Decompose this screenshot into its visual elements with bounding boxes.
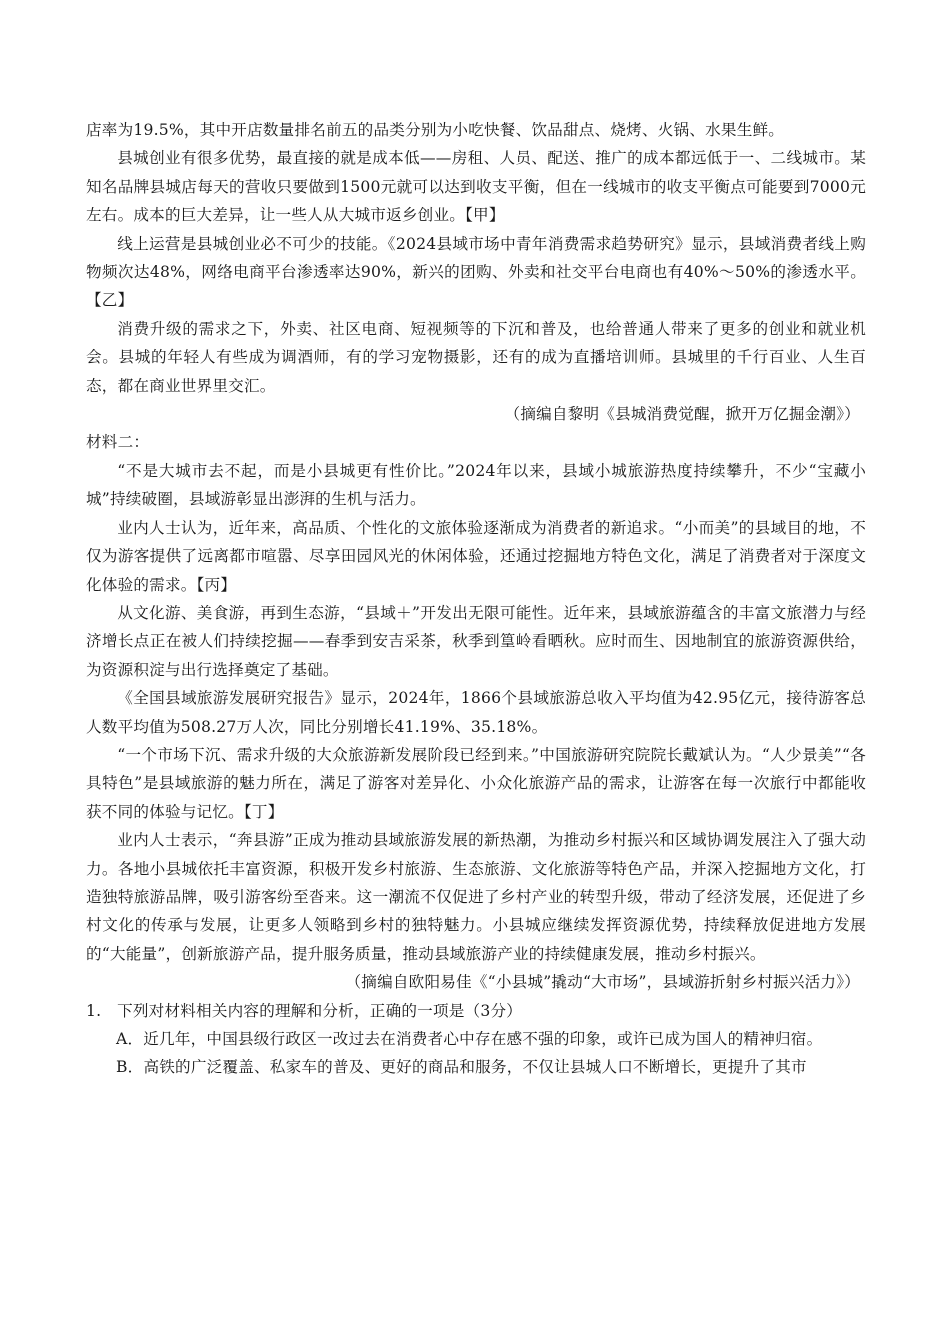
material2-label: 材料二： <box>86 433 150 452</box>
question-1-option-a: A．近几年，中国县级行政区一改过去在消费者心中存在感不强的印象，或许已成为国人的精神归宿。 <box>116 1030 823 1048</box>
question-1-stem: 1. 下列对材料相关内容的理解和分析，正确的一项是（3分） <box>86 1001 523 1020</box>
material1-paragraph-4: 消费升级的需求之下，外卖、社区电商、短视频等的下沉和普及，也给普通人带来了更多的创业和就业机会。县城的年轻人有些成为调酒师，有的学习宠物摄影，还有的成为直播培训师。县城里的千行百业、人生百态，都在商业世界里交汇。 <box>86 319 866 395</box>
material2-paragraph-2: 业内人士认为，近年来，高品质、个性化的文旅体验逐渐成为消费者的新追求。“小而美”的县域目的地，不仅为游客提供了远离都市喧嚣、尽享田园风光的休闲体验，还通过挖掘地方特色文化，满足了消费者对于深度文化体验的需求。【丙】 <box>86 518 866 594</box>
document-page <box>86 116 866 1082</box>
material1-paragraph-1: 店率为19.5%，其中开店数量排名前五的品类分别为小吃快餐、饮品甜点、烧烤、火锅、水果生鲜。 <box>86 121 785 139</box>
material2-paragraph-1: “不是大城市去不起，而是小县城更有性价比。”2024年以来，县域小城旅游热度持续攀升，不少“宝藏小城”持续破圈，县域游彰显出澎湃的生机与活力。 <box>86 461 866 509</box>
material2-paragraph-5: “一个市场下沉、需求升级的大众旅游新发展阶段已经到来。”中国旅游研究院院长戴斌认为。“人少景美”“各具特色”是县域旅游的魅力所在，满足了游客对差异化、小众化旅游产品的需求，让游客在每一次旅行中都能收获不同的体验与记忆。【丁】 <box>86 745 866 821</box>
material2-paragraph-3: 从文化游、美食游，再到生态游，“县域＋”开发出无限可能性。近年来，县域旅游蕴含的丰富文旅潜力与经济增长点正在被人们持续挖掘——春季到安吉采茶，秋季到篁岭看晒秋。应时而生、因地制宜的旅游资源供给，为资源积淀与出行选择奠定了基础。 <box>86 603 866 679</box>
material2-paragraph-4: 《全国县域旅游发展研究报告》显示，2024年，1866个县域旅游总收入平均值为42.95亿元，接待游客总人数平均值为508.27万人次，同比分别增长41.19%、35.18%。 <box>86 689 866 736</box>
material1-paragraph-3: 线上运营是县城创业必不可少的技能。《2024县域市场中青年消费需求趋势研究》显示，县域消费者线上购物频次达48%，网络电商平台渗透率达90%，新兴的团购、外卖和社交平台电商也有40%～50%的渗透水平。【乙】 <box>86 234 866 310</box>
material1-paragraph-2: 县城创业有很多优势，最直接的就是成本低——房租、人员、配送、推广的成本都远低于一、二线城市。某知名品牌县城店每天的营收只要做到1500元就可以达到收支平衡，但在一线城市的收支平衡点可能要到7000元左右。成本的巨大差异，让一些人从大城市返乡创业。【甲】 <box>86 149 866 225</box>
question-1-option-b: B．高铁的广泛覆盖、私家车的普及、更好的商品和服务，不仅让县城人口不断增长，更提升了其市 <box>116 1058 807 1077</box>
material2-source: （摘编自欧阳易佳《“小县城”撬动“大市场”，县域游折射乡村振兴活力》） <box>345 973 860 992</box>
material1-source: （摘编自黎明《县城消费觉醒，掀开万亿掘金潮》） <box>504 405 860 424</box>
material2-paragraph-6: 业内人士表示，“奔县游”正成为推动县域旅游发展的新热潮，为推动乡村振兴和区域协调发展注入了强大动力。各地小县城依托丰富资源，积极开发乡村旅游、生态旅游、文化旅游等特色产品，并深入挖掘地方文化，打造独特旅游品牌，吸引游客纷至沓来。这一潮流不仅促进了乡村产业的转型升级，带动了经济发展，还促进了乡村文化的传承与发展，让更多人领略到乡村的独特魅力。小县城应继续发挥资源优势，持续释放促进地方发展的“大能量”，创新旅游产品，提升服务质量，推动县域旅游产业的持续健康发展，推动乡村振兴。 <box>86 831 866 963</box>
